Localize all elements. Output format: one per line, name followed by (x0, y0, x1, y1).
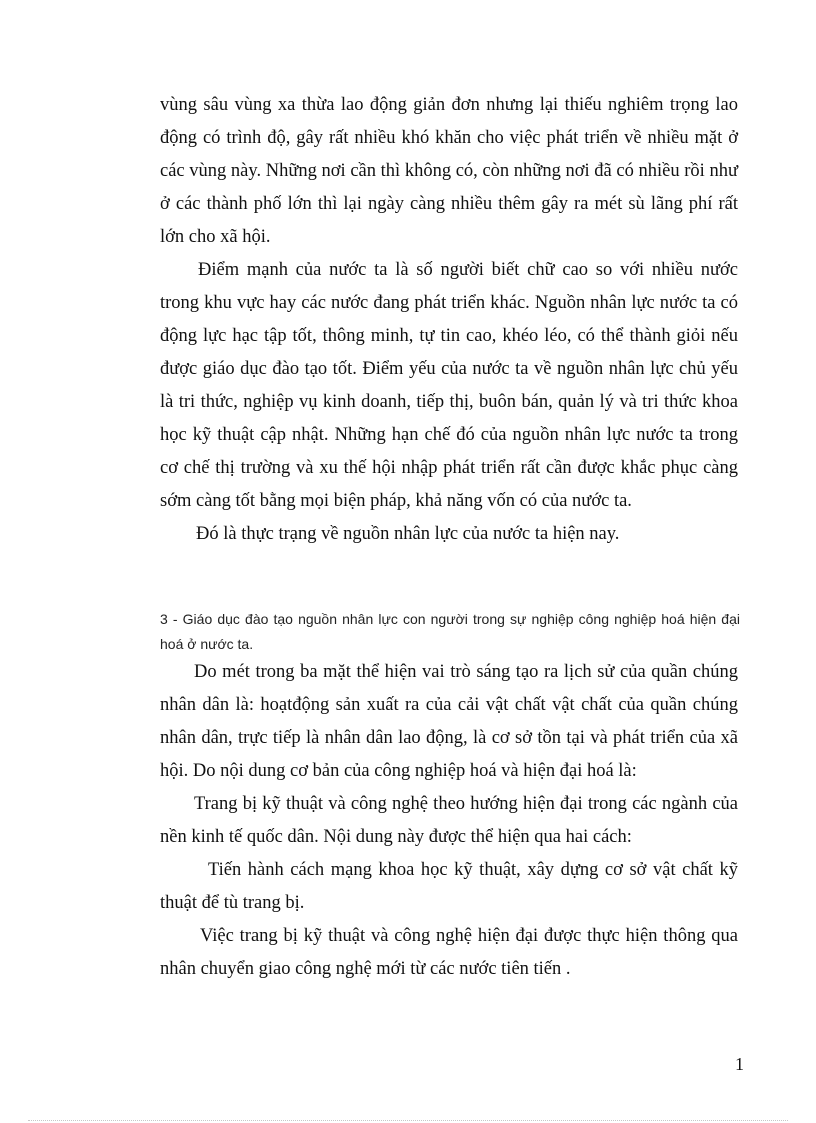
paragraph-strengths-weaknesses: Điểm mạnh của nước ta là số người biết chữ cao so với nhiều nước trong khu vực hay các nước đang phát triển khác. Nguồn nhân lực nước ta có động lực hạc tập tốt, thông minh, tự tin cao, khéo léo, có thể thành giỏi nếu được giáo dục đào tạo tốt. Điểm yếu của nước ta về nguồn nhân lực chủ yếu là tri thức, nghiệp vụ kinh doanh, tiếp thị, buôn bán, quản lý và tri thức khoa học kỹ thuật cập nhật. Những hạn chế đó của nguồn nhân lực nước ta trong cơ chế thị trường và xu thế hội nhập phát triển rất cần được khắc phục càng sớm càng tốt bằng mọi biện pháp, khả năng vốn có của nước ta. (160, 260, 738, 511)
page-edge-divider (28, 1120, 788, 1121)
body-text-top (160, 89, 738, 551)
paragraph-summary: Đó là thực trạng về nguồn nhân lực của nước ta hiện nay. (196, 524, 620, 544)
body-text-bottom (160, 656, 738, 986)
paragraph-role-of-people: Do mét trong ba mặt thể hiện vai trò sáng tạo ra lịch sử của quần chúng nhân dân là: hoạtđộng sản xuất ra của cải vật chất vật chất của quần chúng nhân dân, trực tiếp là nhân dân lao động, là cơ sở tồn tại và phát triển của xã hội. Do nội dung cơ bản của công nghiệp hoá và hiện đại hoá là: (160, 662, 738, 781)
paragraph-revolution: Tiến hành cách mạng khoa học kỹ thuật, xây dựng cơ sở vật chất kỹ thuật để tù trang bị. (160, 860, 738, 913)
paragraph-technology-transfer: Việc trang bị kỹ thuật và công nghệ hiện đại được thực hiện thông qua nhân chuyển giao công nghệ mới từ các nước tiên tiến . (160, 926, 738, 979)
page-number: 1 (735, 1054, 744, 1074)
paragraph-continuation: vùng sâu vùng xa thừa lao động giản đơn nhưng lại thiếu nghiêm trọng lao động có trình độ, gây rất nhiều khó khăn cho việc phát triển về nhiều mặt ở các vùng này. Những nơi cần thì không có, còn những nơi đã có nhiều rồi như ở các thành phố lớn thì lại ngày càng nhiều thêm gây ra mét sù lãng phí rất lớn cho xã hội. (160, 95, 738, 247)
section-heading: 3 - Giáo dục đào tạo nguồn nhân lực con người trong sự nghiệp công nghiệp hoá hiện đại hoá ở nước ta. (160, 611, 740, 652)
paragraph-equipment: Trang bị kỹ thuật và công nghệ theo hướng hiện đại trong các ngành của nền kinh tế quốc dân. Nội dung này được thể hiện qua hai cách: (160, 794, 738, 847)
